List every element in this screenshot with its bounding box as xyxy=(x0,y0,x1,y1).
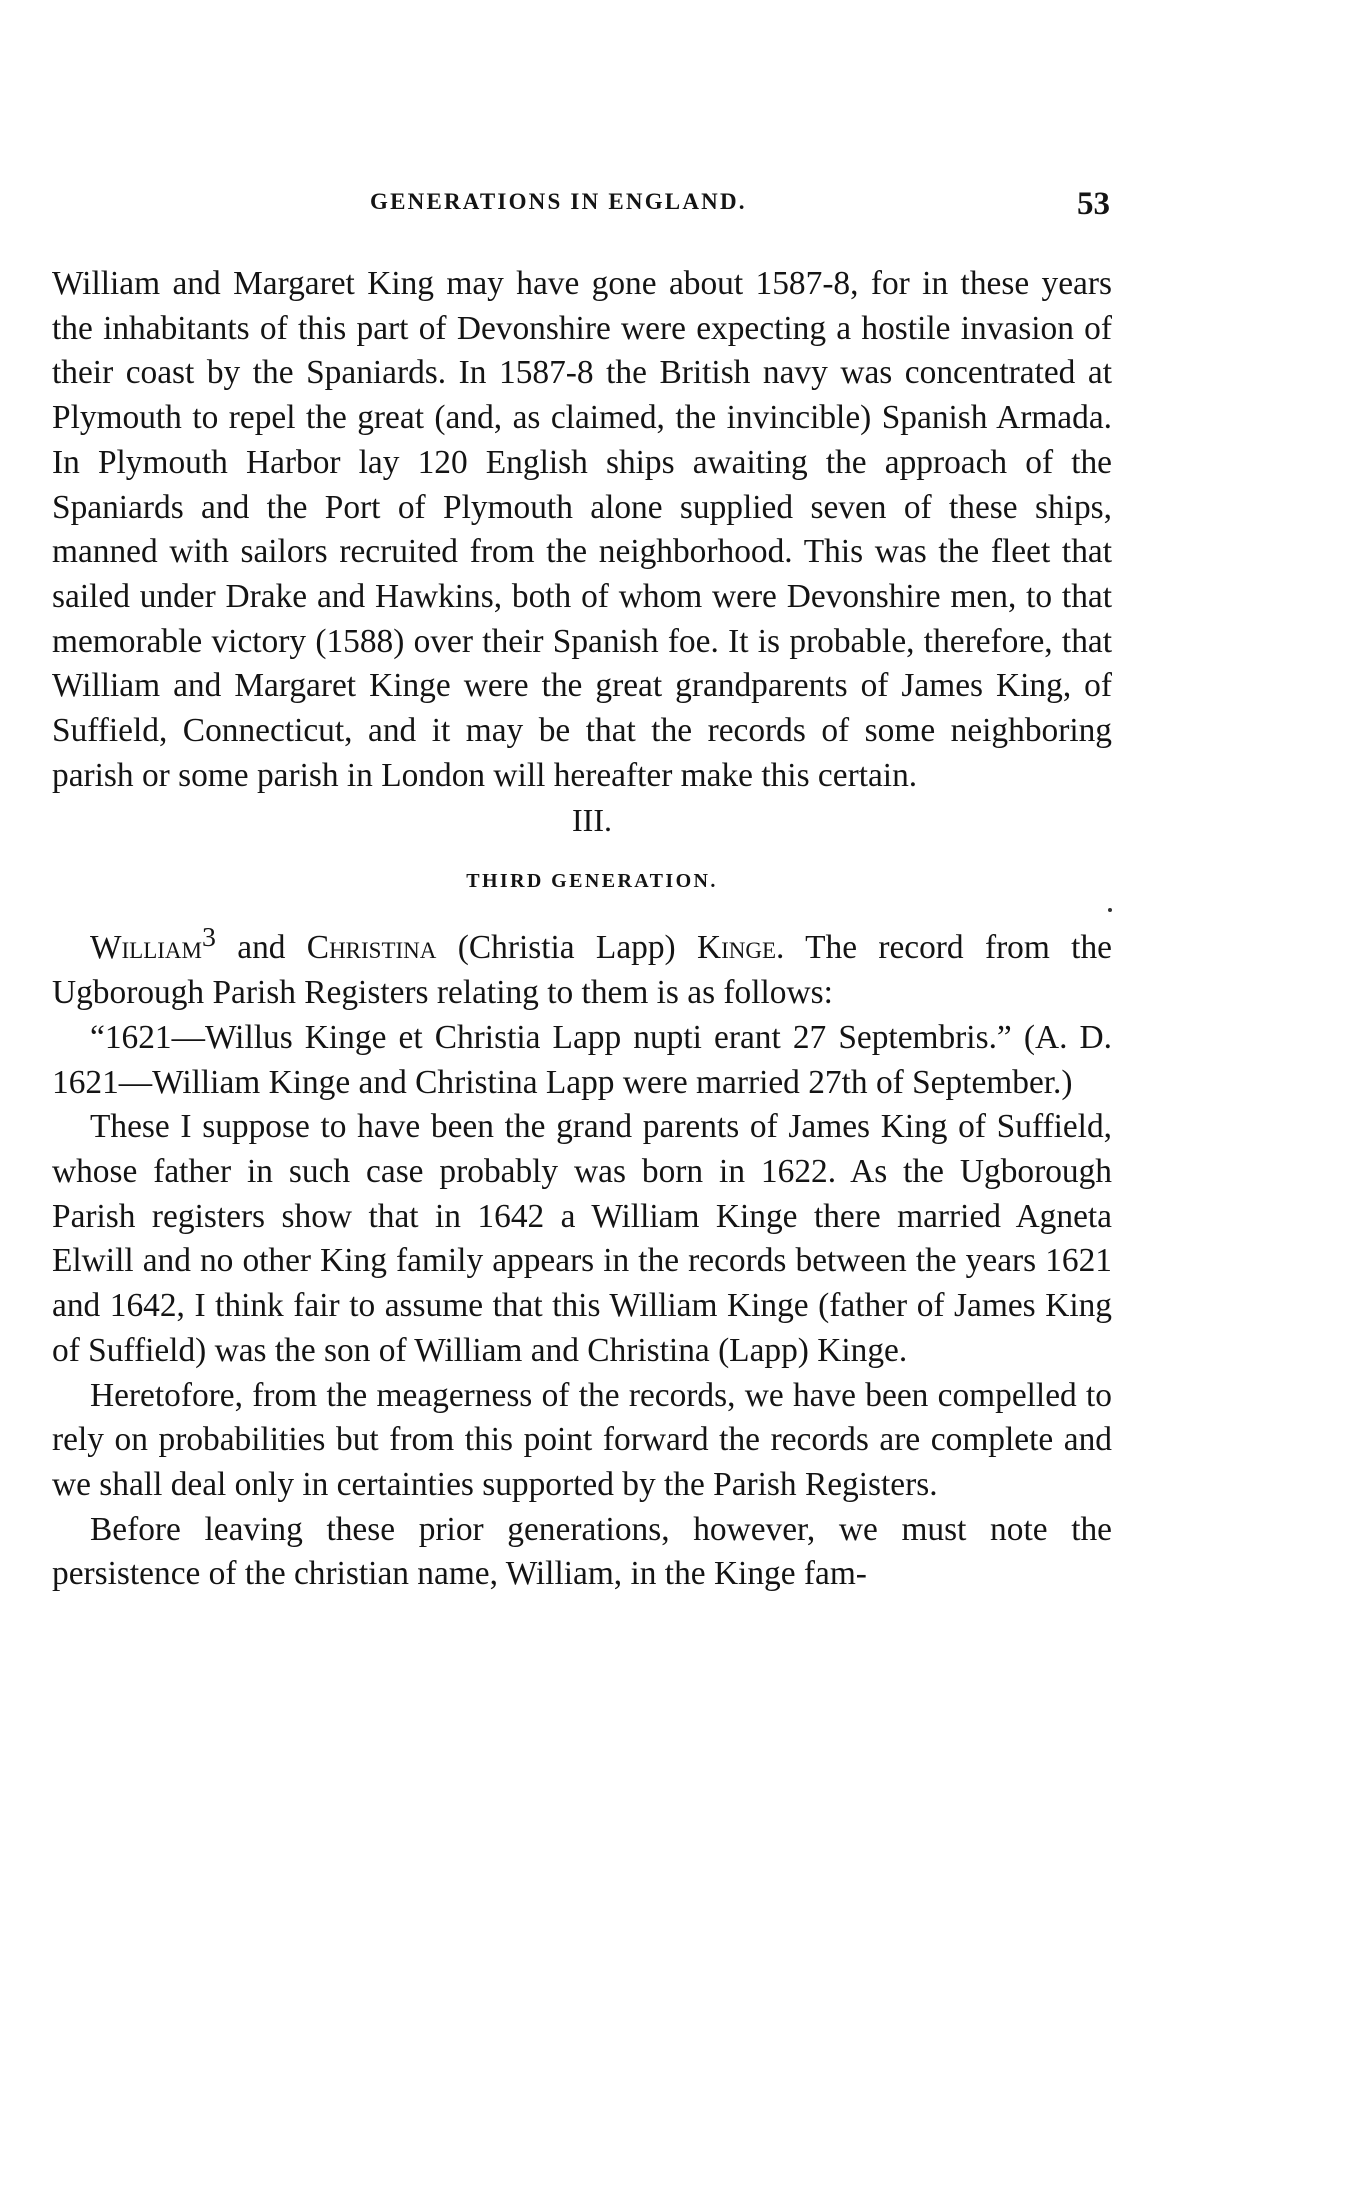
paragraph-christian-name: Before leaving these prior generations, however, we must note the persistence of the christian name, William, in the Kinge fam- xyxy=(52,1510,1112,1593)
text-maiden-name: (Christia Lapp) xyxy=(436,929,697,967)
running-head xyxy=(0,186,1368,226)
section-numeral: III. xyxy=(572,802,612,839)
name-christina: Christina xyxy=(306,929,437,967)
page-number: 53 xyxy=(1077,186,1110,222)
body-text xyxy=(52,262,1112,1597)
paragraph-armada: William and Margaret King may have gone about 1587-8, for in these years the inhabitants of this part of Devonshire were expecting a hostile invasion of their coast by the Spaniards. In 1587-8 the British navy was concentrated at Plymouth to repel the great (and, as claimed, the invincible) Spanish Armada. In Plymouth Harbor lay 120 English ships awaiting the approach of the Spaniards and the Port of Plymouth alone supplied seven of these ships, manned with sailors recruited from the neighborhood. This was the fleet that sailed under Drake and Hawkins, both of whom were Devonshire men, to that memorable victory (1588) over their Spanish foe. It is probable, therefore, that William and Margaret Kinge were the great grandparents of James King, of Suffield, Connecticut, and it may be that the records of some neighboring parish or some parish in London will hereafter make this certain. xyxy=(52,265,1112,794)
surname-kinge: Kinge xyxy=(696,929,777,967)
text-and: and xyxy=(215,929,307,967)
name-william: William xyxy=(90,929,202,967)
running-title: GENERATIONS IN ENGLAND. xyxy=(370,189,747,214)
section-heading: THIRD GENERATION. xyxy=(466,870,718,893)
paragraph-grandparents: These I suppose to have been the grand parents of James King of Suffield, whose father in such case probably was born in 1622. As the Ugborough Parish registers show that in 1642 a William Kinge there married Agneta Elwill and no other King family appears in the records between the years 1621 and 1642, I think fair to assume that this William Kinge (father of James King of Suffield) was the son of William and Christina (Lapp) Kinge. xyxy=(52,1108,1112,1369)
text-record-intro: . The record from the Ugborough Parish Registers relating to them is as follows: xyxy=(52,929,1112,1012)
paragraph-register-quote: “1621—Willus Kinge et Christia Lapp nupti erant 27 Septembris.” (A. D. 1621—William Kinge and Christina Lapp were married 27th of September.) xyxy=(52,1018,1112,1101)
paragraph-william-christina xyxy=(52,916,1112,1016)
generation-superscript: 3 xyxy=(202,922,216,954)
paragraph-records-complete: Heretofore, from the meagerness of the records, we have been compelled to rely on probabilities but from this point forward the records are complete and we shall deal only in certainties supported by the Parish Registers. xyxy=(52,1376,1112,1503)
